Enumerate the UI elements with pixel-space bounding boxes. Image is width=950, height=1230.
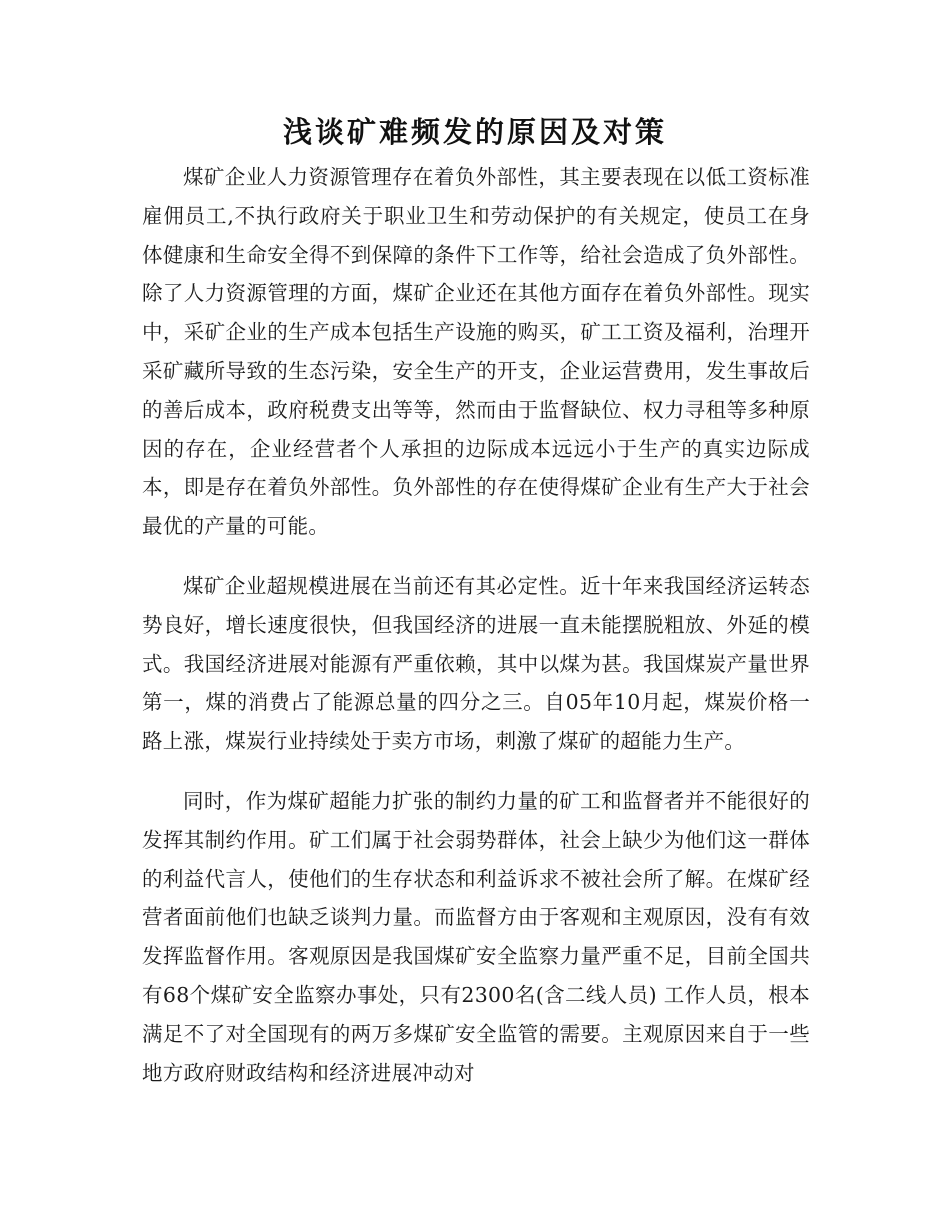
- paragraph-1: 煤矿企业人力资源管理存在着负外部性，其主要表现在以低工资标准雇佣员工,不执行政府关于职业卫生和劳动保护的有关规定，使员工在身体健康和生命安全得不到保障的条件下工作等，给社会造成了负外部性。除了人力资源管理的方面，煤矿企业还在其他方面存在着负外部性。现实中，采矿企业的生产成本包括生产设施的购买，矿工工资及福利，治理开采矿藏所导致的生态污染，安全生产的开支，企业运营费用，发生事故后的善后成本，政府税费支出等等，然而由于监督缺位、权力寻租等多种原因的存在，企业经营者个人承担的边际成本远远小于生产的真实边际成本，即是存在着负外部性。负外部性的存在使得煤矿企业有生产大于社会最优的产量的可能。: [142, 165, 810, 539]
- document-body: [142, 158, 810, 1113]
- paragraph-3: 同时，作为煤矿超能力扩张的制约力量的矿工和监督者并不能很好的发挥其制约作用。矿工们属于社会弱势群体，社会上缺少为他们这一群体的利益代言人，使他们的生存状态和利益诉求不被社会所了解。在煤矿经营者面前他们也缺乏谈判力量。而监督方由于客观和主观原因，没有有效发挥监督作用。客观原因是我国煤矿安全监察力量严重不足，目前全国共有68个煤矿安全监察办事处，只有2300名(含二线人员) 工作人员，根本满足不了对全国现有的两万多煤矿安全监管的需要。主观原因来自于一些地方政府财政结构和经济进展冲动对: [142, 788, 810, 1085]
- document-title: 浅谈矿难频发的原因及对策: [282, 115, 667, 149]
- paragraph-2: 煤矿企业超规模进展在当前还有其必定性。近十年来我国经济运转态势良好，增长速度很快，但我国经济的进展一直未能摆脱粗放、外延的模式。我国经济进展对能源有严重依赖，其中以煤为甚。我国煤炭产量世界第一，煤的消费占了能源总量的四分之三。自05年10月起，煤炭价格一路上涨，煤炭行业持续处于卖方市场，刺激了煤矿的超能力生产。: [142, 573, 810, 754]
